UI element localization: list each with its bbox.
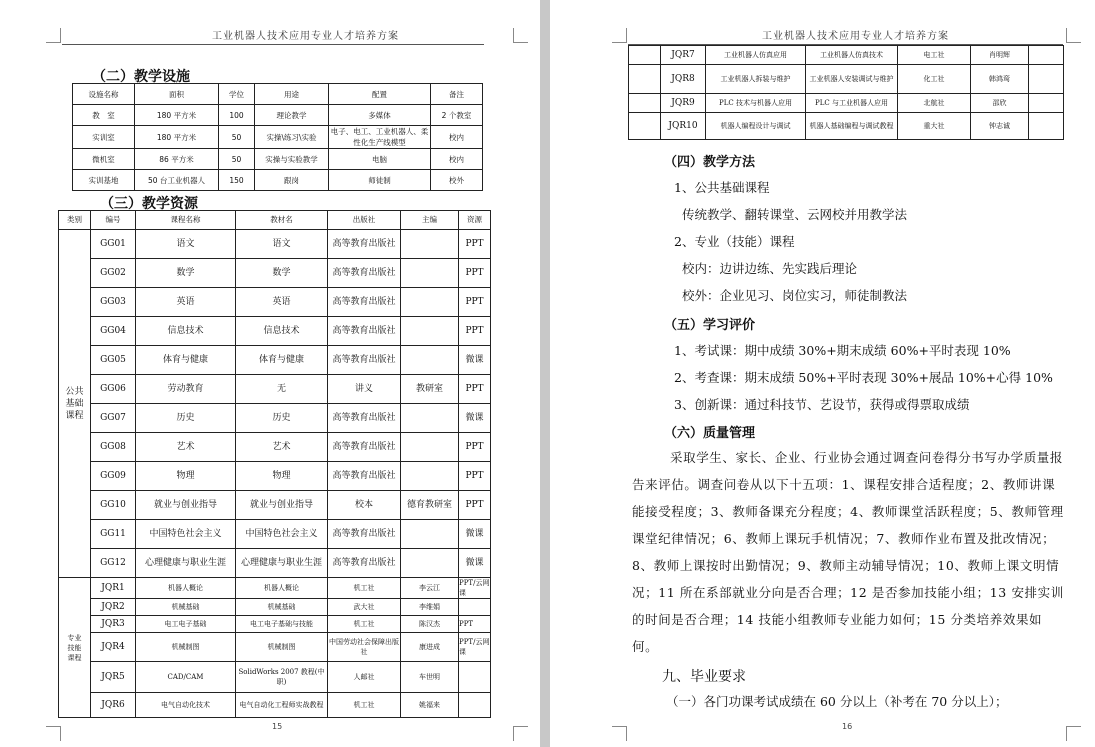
crop-mark bbox=[1066, 28, 1081, 43]
table-row bbox=[59, 433, 491, 462]
table-cell: 北航社 bbox=[898, 94, 971, 113]
table-cell: 校内 bbox=[431, 149, 483, 170]
table-cell: 无 bbox=[236, 375, 328, 404]
table-cell bbox=[629, 113, 661, 140]
quality-paragraph: 采取学生、家长、企业、行业协会通过调查问卷得分书写办学质量报告来评估。调查问卷从以下十五项：1、课程安排合适程度；2、教师讲课能接受程度；3、教师备课充分程度；4、教师课堂活跃程度；5、教师管理课堂纪律情况；6、教师上课玩手机情况；7、教师作业布置及批改情况；8、教师上课按时出勤情况；9、教师主动辅导情况；10、教师上课文明情况；11 所在系部就业分向是否合理；12 是否参加技能小组；13 安排实训的时间是否合理；14 技能小组教师专业能力如何；15 分类培养效果如何。 bbox=[632, 450, 1064, 654]
table-cell: 语文 bbox=[136, 230, 236, 259]
table-cell: 180 平方米 bbox=[135, 126, 219, 149]
facilities-table bbox=[72, 83, 483, 191]
table-cell: 肖明辉 bbox=[971, 46, 1029, 65]
table-cell: 高等教育出版社 bbox=[328, 433, 401, 462]
table-cell: 历史 bbox=[136, 404, 236, 433]
table-cell: 英语 bbox=[236, 288, 328, 317]
table-cell: PPT bbox=[459, 317, 491, 346]
table-cell: PPT bbox=[459, 259, 491, 288]
table-cell bbox=[629, 65, 661, 94]
table-row bbox=[59, 404, 491, 433]
methods-line: 传统教学、翻转课堂、云网校并用教学法 bbox=[682, 207, 908, 222]
table-cell: 微机室 bbox=[73, 149, 135, 170]
table-row bbox=[59, 462, 491, 491]
table-cell bbox=[1029, 94, 1064, 113]
table-cell: 信息技术 bbox=[136, 317, 236, 346]
crop-mark bbox=[46, 28, 61, 43]
page-header: 工业机器人技术应用专业人才培养方案 bbox=[212, 31, 399, 42]
table-cell: 重大社 bbox=[898, 113, 971, 140]
methods-line: 校内：边讲边练、先实践后理论 bbox=[682, 261, 858, 276]
table-row bbox=[59, 491, 491, 520]
table-cell: 机工社 bbox=[328, 693, 401, 718]
table-cell: GG09 bbox=[91, 462, 136, 491]
table-cell: JQR1 bbox=[91, 578, 136, 599]
table-cell: 跟岗 bbox=[255, 170, 329, 191]
graduation-line: （一）各门功课考试成绩在 60 分以上（补考在 70 分以上）； bbox=[666, 694, 1008, 709]
table-cell: 工业机器人拆装与维护 bbox=[706, 65, 806, 94]
table-cell: 姚福来 bbox=[401, 693, 459, 718]
table-cell bbox=[459, 662, 491, 693]
table-cell: 微课 bbox=[459, 346, 491, 375]
table-cell: PPT bbox=[459, 616, 491, 633]
table-cell: 心理健康与职业生涯 bbox=[236, 549, 328, 578]
page-header: 工业机器人技术应用专业人才培养方案 bbox=[762, 31, 949, 42]
table-cell bbox=[1029, 46, 1064, 65]
table-cell: GG02 bbox=[91, 259, 136, 288]
table-cell: 艺术 bbox=[236, 433, 328, 462]
table-cell: PPT bbox=[459, 230, 491, 259]
table-cell: 艺术 bbox=[136, 433, 236, 462]
table-cell: JQR4 bbox=[91, 633, 136, 662]
table-cell: 高等教育出版社 bbox=[328, 404, 401, 433]
resources-table bbox=[58, 210, 491, 718]
table-cell: 实操与实验教学 bbox=[255, 149, 329, 170]
table-cell: 50 bbox=[219, 126, 255, 149]
header-rule bbox=[62, 44, 484, 45]
column-header: 设施名称 bbox=[73, 84, 135, 105]
table-cell: PLC 与工业机器人应用 bbox=[806, 94, 898, 113]
quality-title: （六）质量管理 bbox=[664, 426, 756, 441]
table-row bbox=[73, 105, 483, 126]
table-cell: 英语 bbox=[136, 288, 236, 317]
column-header: 类别 bbox=[59, 211, 91, 230]
table-cell: 180 平方米 bbox=[135, 105, 219, 126]
table-cell: JQR8 bbox=[661, 65, 706, 94]
table-row bbox=[73, 170, 483, 191]
table-cell: 历史 bbox=[236, 404, 328, 433]
table-cell: 机器人基础编程与调试教程 bbox=[806, 113, 898, 140]
table-cell bbox=[401, 346, 459, 375]
crop-mark bbox=[1066, 726, 1081, 741]
table-cell: 机械制图 bbox=[236, 633, 328, 662]
table-cell: 高等教育出版社 bbox=[328, 259, 401, 288]
table-cell: GG08 bbox=[91, 433, 136, 462]
table-cell: 50 台工业机器人 bbox=[135, 170, 219, 191]
table-cell: 机器人编程设计与调试 bbox=[706, 113, 806, 140]
table-cell: PPT bbox=[459, 375, 491, 404]
table-cell: 工业机器人安装调试与维护 bbox=[806, 65, 898, 94]
table-row bbox=[59, 520, 491, 549]
table-cell: 物理 bbox=[236, 462, 328, 491]
evaluation-line: 1、考试课：期中成绩 30%+期末成绩 60%+平时表现 10% bbox=[674, 343, 1011, 358]
table-row bbox=[59, 633, 491, 662]
table-cell: 工业机器人仿真技术 bbox=[806, 46, 898, 65]
table-cell: 陈汉杰 bbox=[401, 616, 459, 633]
table-cell: 2 个教室 bbox=[431, 105, 483, 126]
page-number: 16 bbox=[842, 722, 853, 731]
table-cell: 校本 bbox=[328, 491, 401, 520]
table-cell: 150 bbox=[219, 170, 255, 191]
table-cell bbox=[401, 259, 459, 288]
table-cell: 50 bbox=[219, 149, 255, 170]
column-header: 学位 bbox=[219, 84, 255, 105]
table-cell: GG06 bbox=[91, 375, 136, 404]
table-cell: 校内 bbox=[431, 126, 483, 149]
column-header: 出版社 bbox=[328, 211, 401, 230]
table-cell: 邵欣 bbox=[971, 94, 1029, 113]
table-cell: GG01 bbox=[91, 230, 136, 259]
column-header: 课程名称 bbox=[136, 211, 236, 230]
table-row bbox=[59, 346, 491, 375]
table-cell: 就业与创业指导 bbox=[236, 491, 328, 520]
column-header: 资源 bbox=[459, 211, 491, 230]
column-header: 配置 bbox=[329, 84, 431, 105]
table-cell bbox=[459, 693, 491, 718]
evaluation-line: 2、考查课：期末成绩 50%+平时表现 30%+展品 10%+心得 10% bbox=[674, 370, 1053, 385]
table-cell: PPT/云网课 bbox=[459, 633, 491, 662]
table-row bbox=[629, 113, 1064, 140]
resources-title: （三）教学资源 bbox=[100, 196, 198, 212]
table-cell: 物理 bbox=[136, 462, 236, 491]
table-cell: PPT bbox=[459, 288, 491, 317]
table-header-row bbox=[73, 84, 483, 105]
table-cell: GG10 bbox=[91, 491, 136, 520]
document-page-16 bbox=[550, 0, 1095, 747]
table-cell: 电脑 bbox=[329, 149, 431, 170]
table-cell: 电子、电工、工业机器人、柔性化生产线模型 bbox=[329, 126, 431, 149]
table-cell: 中国特色社会主义 bbox=[236, 520, 328, 549]
column-header: 面积 bbox=[135, 84, 219, 105]
table-row bbox=[59, 662, 491, 693]
table-cell: GG07 bbox=[91, 404, 136, 433]
table-cell bbox=[629, 46, 661, 65]
table-cell: 中国特色社会主义 bbox=[136, 520, 236, 549]
table-cell: 机械制图 bbox=[136, 633, 236, 662]
table-cell: JQR2 bbox=[91, 599, 136, 616]
table-cell: GG04 bbox=[91, 317, 136, 346]
table-cell: JQR6 bbox=[91, 693, 136, 718]
table-cell: 信息技术 bbox=[236, 317, 328, 346]
table-row bbox=[629, 65, 1064, 94]
table-cell: 实操\练习\实验 bbox=[255, 126, 329, 149]
evaluation-title: （五）学习评价 bbox=[664, 318, 756, 333]
table-cell bbox=[401, 230, 459, 259]
table-cell: 教研室 bbox=[401, 375, 459, 404]
table-row bbox=[59, 259, 491, 288]
table-cell: 就业与创业指导 bbox=[136, 491, 236, 520]
category-cell: 公共基础课程 bbox=[59, 230, 91, 578]
table-cell bbox=[1029, 65, 1064, 94]
table-cell: 韩鸿鸾 bbox=[971, 65, 1029, 94]
page-gap bbox=[540, 0, 550, 747]
table-cell: 实训室 bbox=[73, 126, 135, 149]
table-cell: 电工社 bbox=[898, 46, 971, 65]
table-row bbox=[59, 549, 491, 578]
table-cell: 电工电子基础 bbox=[136, 616, 236, 633]
methods-line: 2、专业（技能）课程 bbox=[674, 234, 795, 249]
table-cell: 劳动教育 bbox=[136, 375, 236, 404]
table-cell: 高等教育出版社 bbox=[328, 520, 401, 549]
table-cell: 86 平方米 bbox=[135, 149, 219, 170]
graduation-title: 九、毕业要求 bbox=[662, 669, 746, 685]
table-cell: 师徒制 bbox=[329, 170, 431, 191]
table-header-row bbox=[59, 211, 491, 230]
table-cell: 100 bbox=[219, 105, 255, 126]
crop-mark bbox=[46, 726, 61, 741]
table-cell: 机器人概论 bbox=[236, 578, 328, 599]
table-cell: 高等教育出版社 bbox=[328, 317, 401, 346]
document-page-15 bbox=[0, 0, 540, 747]
table-cell: 数学 bbox=[136, 259, 236, 288]
table-cell: GG05 bbox=[91, 346, 136, 375]
table-cell: 机工社 bbox=[328, 578, 401, 599]
table-cell: 机械基础 bbox=[236, 599, 328, 616]
table-cell: 康进成 bbox=[401, 633, 459, 662]
table-cell bbox=[401, 288, 459, 317]
column-header: 编号 bbox=[91, 211, 136, 230]
table-cell: JQR7 bbox=[661, 46, 706, 65]
table-cell: 语文 bbox=[236, 230, 328, 259]
table-cell: JQR3 bbox=[91, 616, 136, 633]
table-cell: 校外 bbox=[431, 170, 483, 191]
table-cell: 高等教育出版社 bbox=[328, 230, 401, 259]
table-cell: 微课 bbox=[459, 549, 491, 578]
table-cell: 德育教研室 bbox=[401, 491, 459, 520]
table-cell: GG03 bbox=[91, 288, 136, 317]
table-cell: PPT bbox=[459, 462, 491, 491]
table-cell: JQR5 bbox=[91, 662, 136, 693]
table-cell bbox=[1029, 113, 1064, 140]
category-cell: 专业技能课程 bbox=[59, 578, 91, 718]
column-header: 教材名 bbox=[236, 211, 328, 230]
table-cell: PLC 技术与机器人应用 bbox=[706, 94, 806, 113]
table-cell: 武大社 bbox=[328, 599, 401, 616]
table-cell: 高等教育出版社 bbox=[328, 288, 401, 317]
crop-mark bbox=[612, 726, 627, 741]
table-row bbox=[59, 230, 491, 259]
table-cell: CAD/CAM bbox=[136, 662, 236, 693]
table-row bbox=[59, 375, 491, 404]
table-cell: 机工社 bbox=[328, 616, 401, 633]
table-cell: 微课 bbox=[459, 520, 491, 549]
column-header: 用途 bbox=[255, 84, 329, 105]
table-row bbox=[59, 317, 491, 346]
table-cell: 化工社 bbox=[898, 65, 971, 94]
table-cell: 多媒体 bbox=[329, 105, 431, 126]
table-cell bbox=[401, 549, 459, 578]
table-cell: 高等教育出版社 bbox=[328, 462, 401, 491]
table-cell: PPT bbox=[459, 433, 491, 462]
table-cell: 体育与健康 bbox=[136, 346, 236, 375]
page-number: 15 bbox=[272, 722, 283, 731]
crop-mark bbox=[612, 28, 627, 43]
table-cell bbox=[629, 94, 661, 113]
table-row bbox=[629, 46, 1064, 65]
table-row bbox=[59, 599, 491, 616]
table-cell: GG11 bbox=[91, 520, 136, 549]
table-cell: 电气自动化工程师实战教程 bbox=[236, 693, 328, 718]
resources-table-continued bbox=[628, 45, 1064, 140]
table-row bbox=[73, 126, 483, 149]
table-cell: 机械基础 bbox=[136, 599, 236, 616]
table-cell bbox=[401, 520, 459, 549]
table-cell: 讲义 bbox=[328, 375, 401, 404]
table-cell: 钟志诚 bbox=[971, 113, 1029, 140]
methods-line: 校外：企业见习、岗位实习，师徒制教法 bbox=[682, 288, 908, 303]
table-row bbox=[629, 94, 1064, 113]
table-row bbox=[59, 616, 491, 633]
table-cell: 电气自动化技术 bbox=[136, 693, 236, 718]
table-cell: 工业机器人仿真应用 bbox=[706, 46, 806, 65]
table-cell: JQR9 bbox=[661, 94, 706, 113]
table-cell: 人邮社 bbox=[328, 662, 401, 693]
table-cell bbox=[401, 404, 459, 433]
table-cell: 理论教学 bbox=[255, 105, 329, 126]
table-cell: JQR10 bbox=[661, 113, 706, 140]
table-cell: 实训基地 bbox=[73, 170, 135, 191]
methods-title: （四）教学方法 bbox=[664, 155, 756, 170]
table-cell: 高等教育出版社 bbox=[328, 346, 401, 375]
table-cell: 电工电子基础与技能 bbox=[236, 616, 328, 633]
table-cell: 李云江 bbox=[401, 578, 459, 599]
table-cell: 体育与健康 bbox=[236, 346, 328, 375]
table-cell: 微课 bbox=[459, 404, 491, 433]
table-cell bbox=[401, 462, 459, 491]
table-cell: 数学 bbox=[236, 259, 328, 288]
table-cell: PPT bbox=[459, 491, 491, 520]
evaluation-line: 3、创新课：通过科技节、艺设节，获得或得票取成绩 bbox=[674, 397, 970, 412]
table-cell: 中国劳动社会保障出版社 bbox=[328, 633, 401, 662]
table-cell: 心理健康与职业生涯 bbox=[136, 549, 236, 578]
table-cell bbox=[459, 599, 491, 616]
methods-line: 1、公共基础课程 bbox=[674, 180, 770, 195]
table-cell: 教 室 bbox=[73, 105, 135, 126]
crop-mark bbox=[513, 726, 528, 741]
table-cell: 高等教育出版社 bbox=[328, 549, 401, 578]
table-cell: PPT/云网课 bbox=[459, 579, 490, 597]
table-cell: 机器人概论 bbox=[136, 578, 236, 599]
table-cell bbox=[401, 433, 459, 462]
table-cell: 车世明 bbox=[401, 662, 459, 693]
column-header: 主编 bbox=[401, 211, 459, 230]
crop-mark bbox=[513, 28, 528, 43]
table-cell bbox=[401, 317, 459, 346]
table-cell: GG12 bbox=[91, 549, 136, 578]
table-cell: 李维娟 bbox=[401, 599, 459, 616]
column-header: 备注 bbox=[431, 84, 483, 105]
facilities-title: （二）教学设施 bbox=[92, 69, 190, 85]
table-row bbox=[59, 578, 491, 599]
table-row bbox=[59, 288, 491, 317]
table-row bbox=[59, 693, 491, 718]
table-cell: SolidWorks 2007 教程(中职) bbox=[236, 662, 328, 693]
table-row bbox=[73, 149, 483, 170]
